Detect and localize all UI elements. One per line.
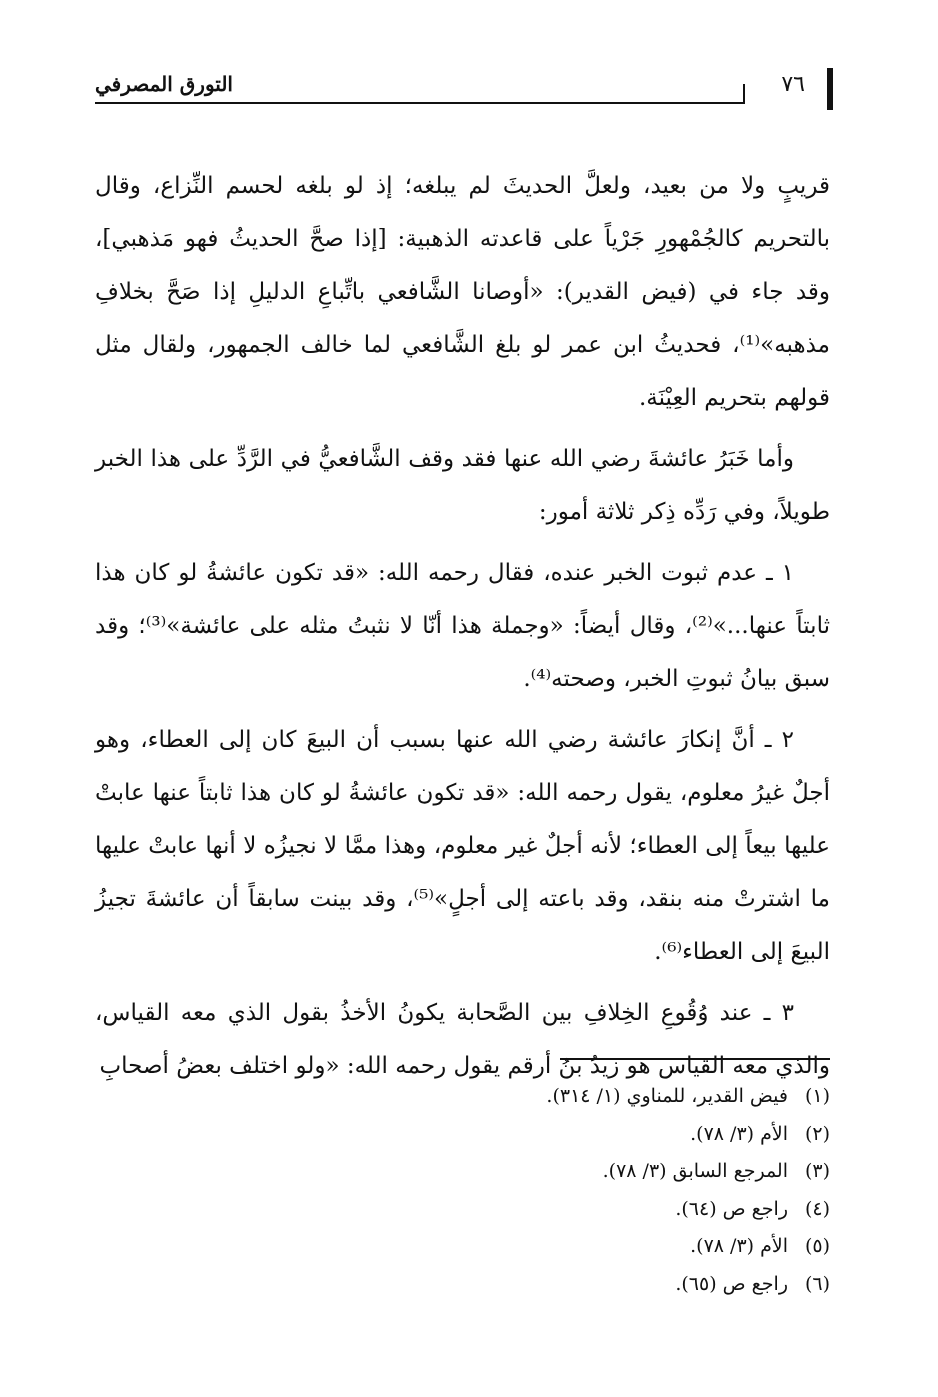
footnote bbox=[110, 1153, 830, 1191]
footnote-number: (٥) bbox=[804, 1235, 830, 1257]
paragraph: وأما خَبَرُ عائشةَ رضي الله عنها فقد وقف الشَّافعيُّ في الرَّدِّ على هذا الخبر طويلاً، وفي رَدِّه ذِكر ثلاثة أمور: bbox=[95, 446, 830, 525]
footnote-text: فيض القدير، للمناوي (١/ ٣١٤). bbox=[546, 1085, 788, 1107]
paragraph: ٢ ـ أنَّ إنكارَ عائشة رضي الله عنها بسبب أن البيعَ كان إلى العطاء، وهو أجلٌ غيرُ معلوم، يقول رحمه الله: «قد تكون عائشةُ لو كان هذا ثابتاً عنها عابتْ عليها بيعاً إلى العطاء؛ لأنه أجلٌ غير معلوم، وهذا ممَّا لا نجيزُه لا أنها عابتْ عليها ما اشترتْ منه بنقد، وقد باعته إلى أجلٍ»⁽⁵⁾، وقد بينت سابقاً أن عائشةَ تجيزُ البيعَ إلى العطاء⁽⁶⁾. bbox=[95, 727, 830, 965]
footnote-text: الأم (٣/ ٧٨). bbox=[690, 1122, 788, 1145]
footnote bbox=[110, 1116, 830, 1154]
footnote-rule bbox=[560, 1058, 830, 1060]
header-bar bbox=[827, 68, 833, 110]
header-tick bbox=[743, 84, 745, 104]
paragraph: قريبٍ ولا من بعيد، ولعلَّ الحديثَ لم يبلغه؛ إذ لو بلغه لحسم النِّزاع، وقال بالتحريم كالجُمْهورِ جَرْياً على قاعدته الذهبية: [إذا صحَّ الحديثُ فهو مَذهبي]، وقد جاء في (فيض القدير): «أوصانا الشَّافعي باتِّباعِ الدليلِ إذا صَحَّ بخلافِ مذهبه»⁽¹⁾، فحديثُ ابن عمر لو بلغ الشَّافعي لما خالف الجمهور، ولقال مثل قولهم بتحريم العِيْنَة. bbox=[95, 173, 830, 411]
footnote-text: راجع ص (٦٤). bbox=[675, 1197, 788, 1220]
page-number: ٧٦ bbox=[781, 72, 805, 97]
footnote bbox=[110, 1228, 830, 1266]
paragraph: ١ ـ عدم ثبوت الخبر عنده، فقال رحمه الله: «قد تكون عائشةُ لو كان هذا ثابتاً عنها...»⁽²⁾، وقال أيضاً: «وجملة هذا أنّا لا نثبتُ مثله على عائشة»⁽³⁾؛ وقد سبق بيانُ ثبوتِ الخبر، وصحته⁽⁴⁾. bbox=[95, 560, 830, 692]
header-rule bbox=[95, 102, 745, 104]
footnote-number: (٣) bbox=[804, 1160, 830, 1182]
footnote-number: (٤) bbox=[804, 1197, 830, 1220]
footnote-number: (١) bbox=[804, 1085, 830, 1107]
footnote-text: المرجع السابق (٣/ ٧٨). bbox=[602, 1160, 788, 1182]
body-text bbox=[95, 160, 830, 1101]
footnote-number: (٦) bbox=[804, 1272, 830, 1295]
page-header bbox=[95, 70, 833, 106]
running-title: التورق المصرفي bbox=[95, 72, 233, 96]
footnote-text: راجع ص (٦٥). bbox=[675, 1272, 788, 1295]
footnote-text: الأم (٣/ ٧٨). bbox=[690, 1235, 788, 1257]
paragraph: ٣ ـ عند وُقُوعِ الخِلافِ بين الصَّحابة يكونُ الأخذُ بقول الذي معه القياس، والذي معه القياس هو زيدُ بنُ أرقم يقول رحمه الله: «ولو اختلف بعضُ أصحابِ bbox=[95, 1000, 830, 1079]
footnotes bbox=[110, 1078, 830, 1303]
footnote-number: (٢) bbox=[804, 1122, 830, 1145]
footnote bbox=[110, 1266, 830, 1304]
footnote bbox=[110, 1191, 830, 1229]
footnote bbox=[110, 1078, 830, 1116]
